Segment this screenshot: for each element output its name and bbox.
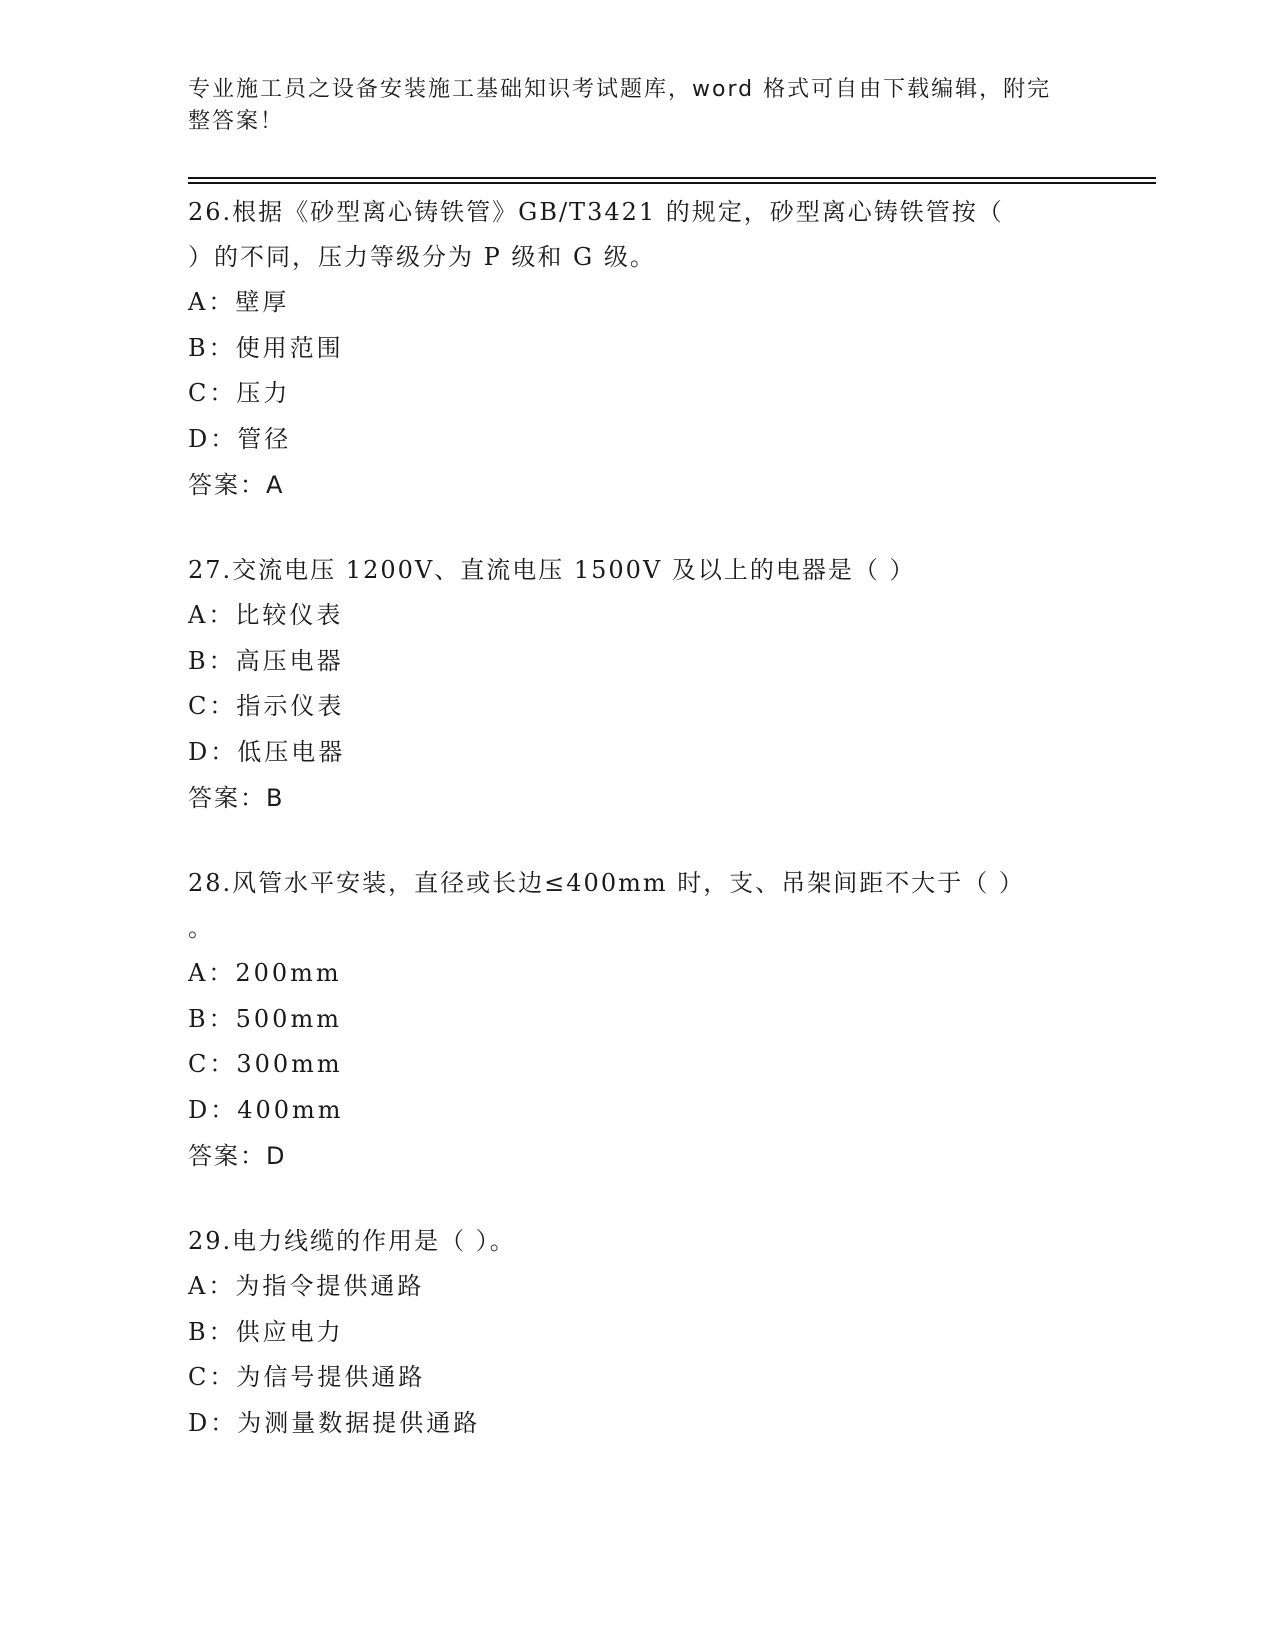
option-a: A：壁厚 xyxy=(188,288,290,316)
header-divider-bottom xyxy=(188,182,1156,184)
question-list xyxy=(188,190,1088,1486)
option-d: D：400mm xyxy=(188,1095,344,1124)
option-c: C：为信号提供通路 xyxy=(188,1363,426,1391)
option-b: B：高压电器 xyxy=(188,646,344,675)
question-stem-line-2: 。 xyxy=(188,914,214,942)
question-stem-line-1: 29.电力线缆的作用是（ ）。 xyxy=(188,1227,516,1255)
option-a: A：为指令提供通路 xyxy=(188,1272,425,1300)
option-b: B：使用范围 xyxy=(188,333,344,362)
question-27 xyxy=(188,548,1088,821)
question-26 xyxy=(188,190,1088,508)
option-c: C：300mm xyxy=(188,1050,343,1078)
option-d: D：低压电器 xyxy=(188,737,346,766)
option-d: D：为测量数据提供通路 xyxy=(188,1408,481,1437)
option-a: A：比较仪表 xyxy=(188,601,344,629)
option-b: B：500mm xyxy=(188,1004,342,1033)
option-d: D：管径 xyxy=(188,424,292,453)
answer-label: 答案：A xyxy=(188,471,285,499)
header-line-2: 整答案！ xyxy=(188,109,285,134)
option-b: B：供应电力 xyxy=(188,1317,344,1346)
answer-label: 答案：D xyxy=(188,1142,287,1170)
option-c: C：压力 xyxy=(188,379,291,407)
question-stem-line-2: ）的不同，压力等级分为 P 级和 G 级。 xyxy=(188,243,656,271)
option-a: A：200mm xyxy=(188,959,342,987)
question-29 xyxy=(188,1219,1088,1446)
question-stem-line-1: 28.风管水平安装，直径或长边≤400mm 时，支、吊架间距不大于（ ） xyxy=(188,869,1025,897)
answer-label: 答案：B xyxy=(188,784,285,812)
header-line-1: 专业施工员之设备安装施工基础知识考试题库，word 格式可自由下载编辑，附完 xyxy=(188,77,1052,102)
question-28 xyxy=(188,861,1088,1179)
option-c: C：指示仪表 xyxy=(188,692,345,720)
document-header xyxy=(188,74,1088,138)
question-stem-line-1: 27.交流电压 1200V、直流电压 1500V 及以上的电器是（ ） xyxy=(188,556,916,584)
question-stem-line-1: 26.根据《砂型离心铸铁管》GB/T3421 的规定，砂型离心铸铁管按（ xyxy=(188,198,1004,226)
header-divider-top xyxy=(188,177,1156,179)
